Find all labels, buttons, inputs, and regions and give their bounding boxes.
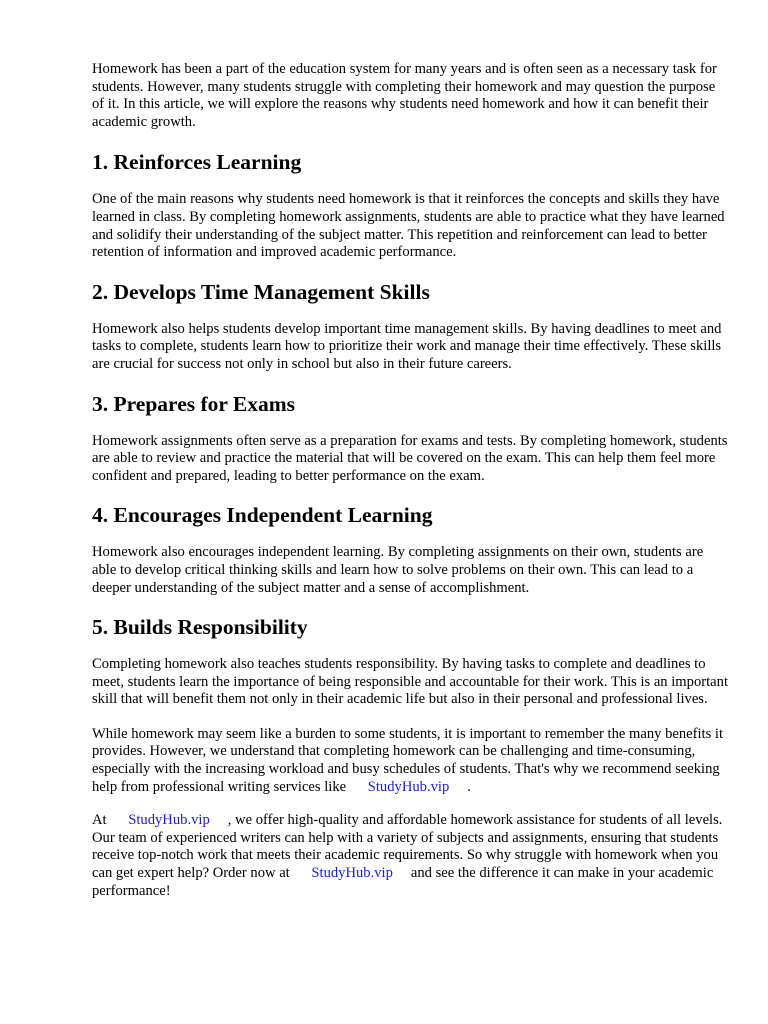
final-end: and see the difference it can make in your academic performance! (92, 865, 714, 899)
section-heading-prepares-exams: 3. Prepares for Exams (92, 391, 296, 416)
final-start: At (92, 812, 107, 829)
final-middle: , we offer high-quality and affordable homework assistance for students of all levels. Our team of experienced writers can help with a variety of subjects and assignments, ensuring that students receive top-notch work that meets their academic requirements. So why struggle with homework when you can get expert help? Order now at (92, 812, 723, 882)
section-body-independent-learning: Homework also encourages independent learning. By completing assignments on their own, students are able to develop critical thinking skills and learn how to solve problems on their own. This can lead to a deeper understanding of the subject matter and a sense of accomplishment. (92, 544, 704, 596)
studyhub-order-link[interactable]: StudyHub.vip (311, 865, 393, 882)
closing-end: . (467, 778, 471, 795)
section-heading-builds-responsibility: 5. Builds Responsibility (92, 615, 308, 640)
closing-paragraph (92, 726, 728, 796)
closing-text: While homework may seem like a burden to some students, it is important to remember the many benefits it provides. However, we understand that completing homework can be challenging and time-consuming, especially with the increasing workload and busy schedules of students. That's why we recommend seeking help from professional writing services like (92, 725, 724, 795)
section-body-reinforces-learning: One of the main reasons why students need homework is that it reinforces the concepts and skills they have learned in class. By completing homework assignments, students are able to practice what they have learned and solidify their understanding of the subject matter. This repetition and reinforcement can lead to better retention of information and improved academic performance. (92, 191, 725, 261)
section-body-builds-responsibility: Completing homework also teaches students responsibility. By having tasks to complete and deadlines to meet, students learn the importance of being responsible and accountable for their work. This is an important skill that will benefit them not only in their academic life but also in their personal and professional lives. (92, 656, 728, 708)
section-heading-time-management: 2. Develops Time Management Skills (92, 279, 430, 304)
section-heading-reinforces-learning: 1. Reinforces Learning (92, 150, 302, 175)
studyhub-link[interactable]: StudyHub.vip (367, 778, 450, 795)
section-body-time-management: Homework also helps students develop important time management skills. By having deadlines to meet and tasks to complete, students learn how to prioritize their work and manage their time effectively. These skills are crucial for success not only in school but also in their future careers. (92, 320, 722, 372)
final-paragraph (92, 812, 728, 900)
section-heading-independent-learning: 4. Encourages Independent Learning (92, 503, 433, 528)
section-body-prepares-exams: Homework assignments often serve as a preparation for exams and tests. By completing homework, students are able to review and practice the material that will be covered on the exam. This can help them feel more confident and prepared, leading to better performance on the exam. (92, 432, 728, 484)
studyhub-link-inline[interactable]: StudyHub.vip (128, 812, 210, 829)
intro-paragraph: Homework has been a part of the education system for many years and is often seen as a necessary task for students. However, many students struggle with completing their homework and may question the purpose of it. In this article, we will explore the reasons why students need homework and how it can benefit their academic growth. (92, 61, 717, 130)
